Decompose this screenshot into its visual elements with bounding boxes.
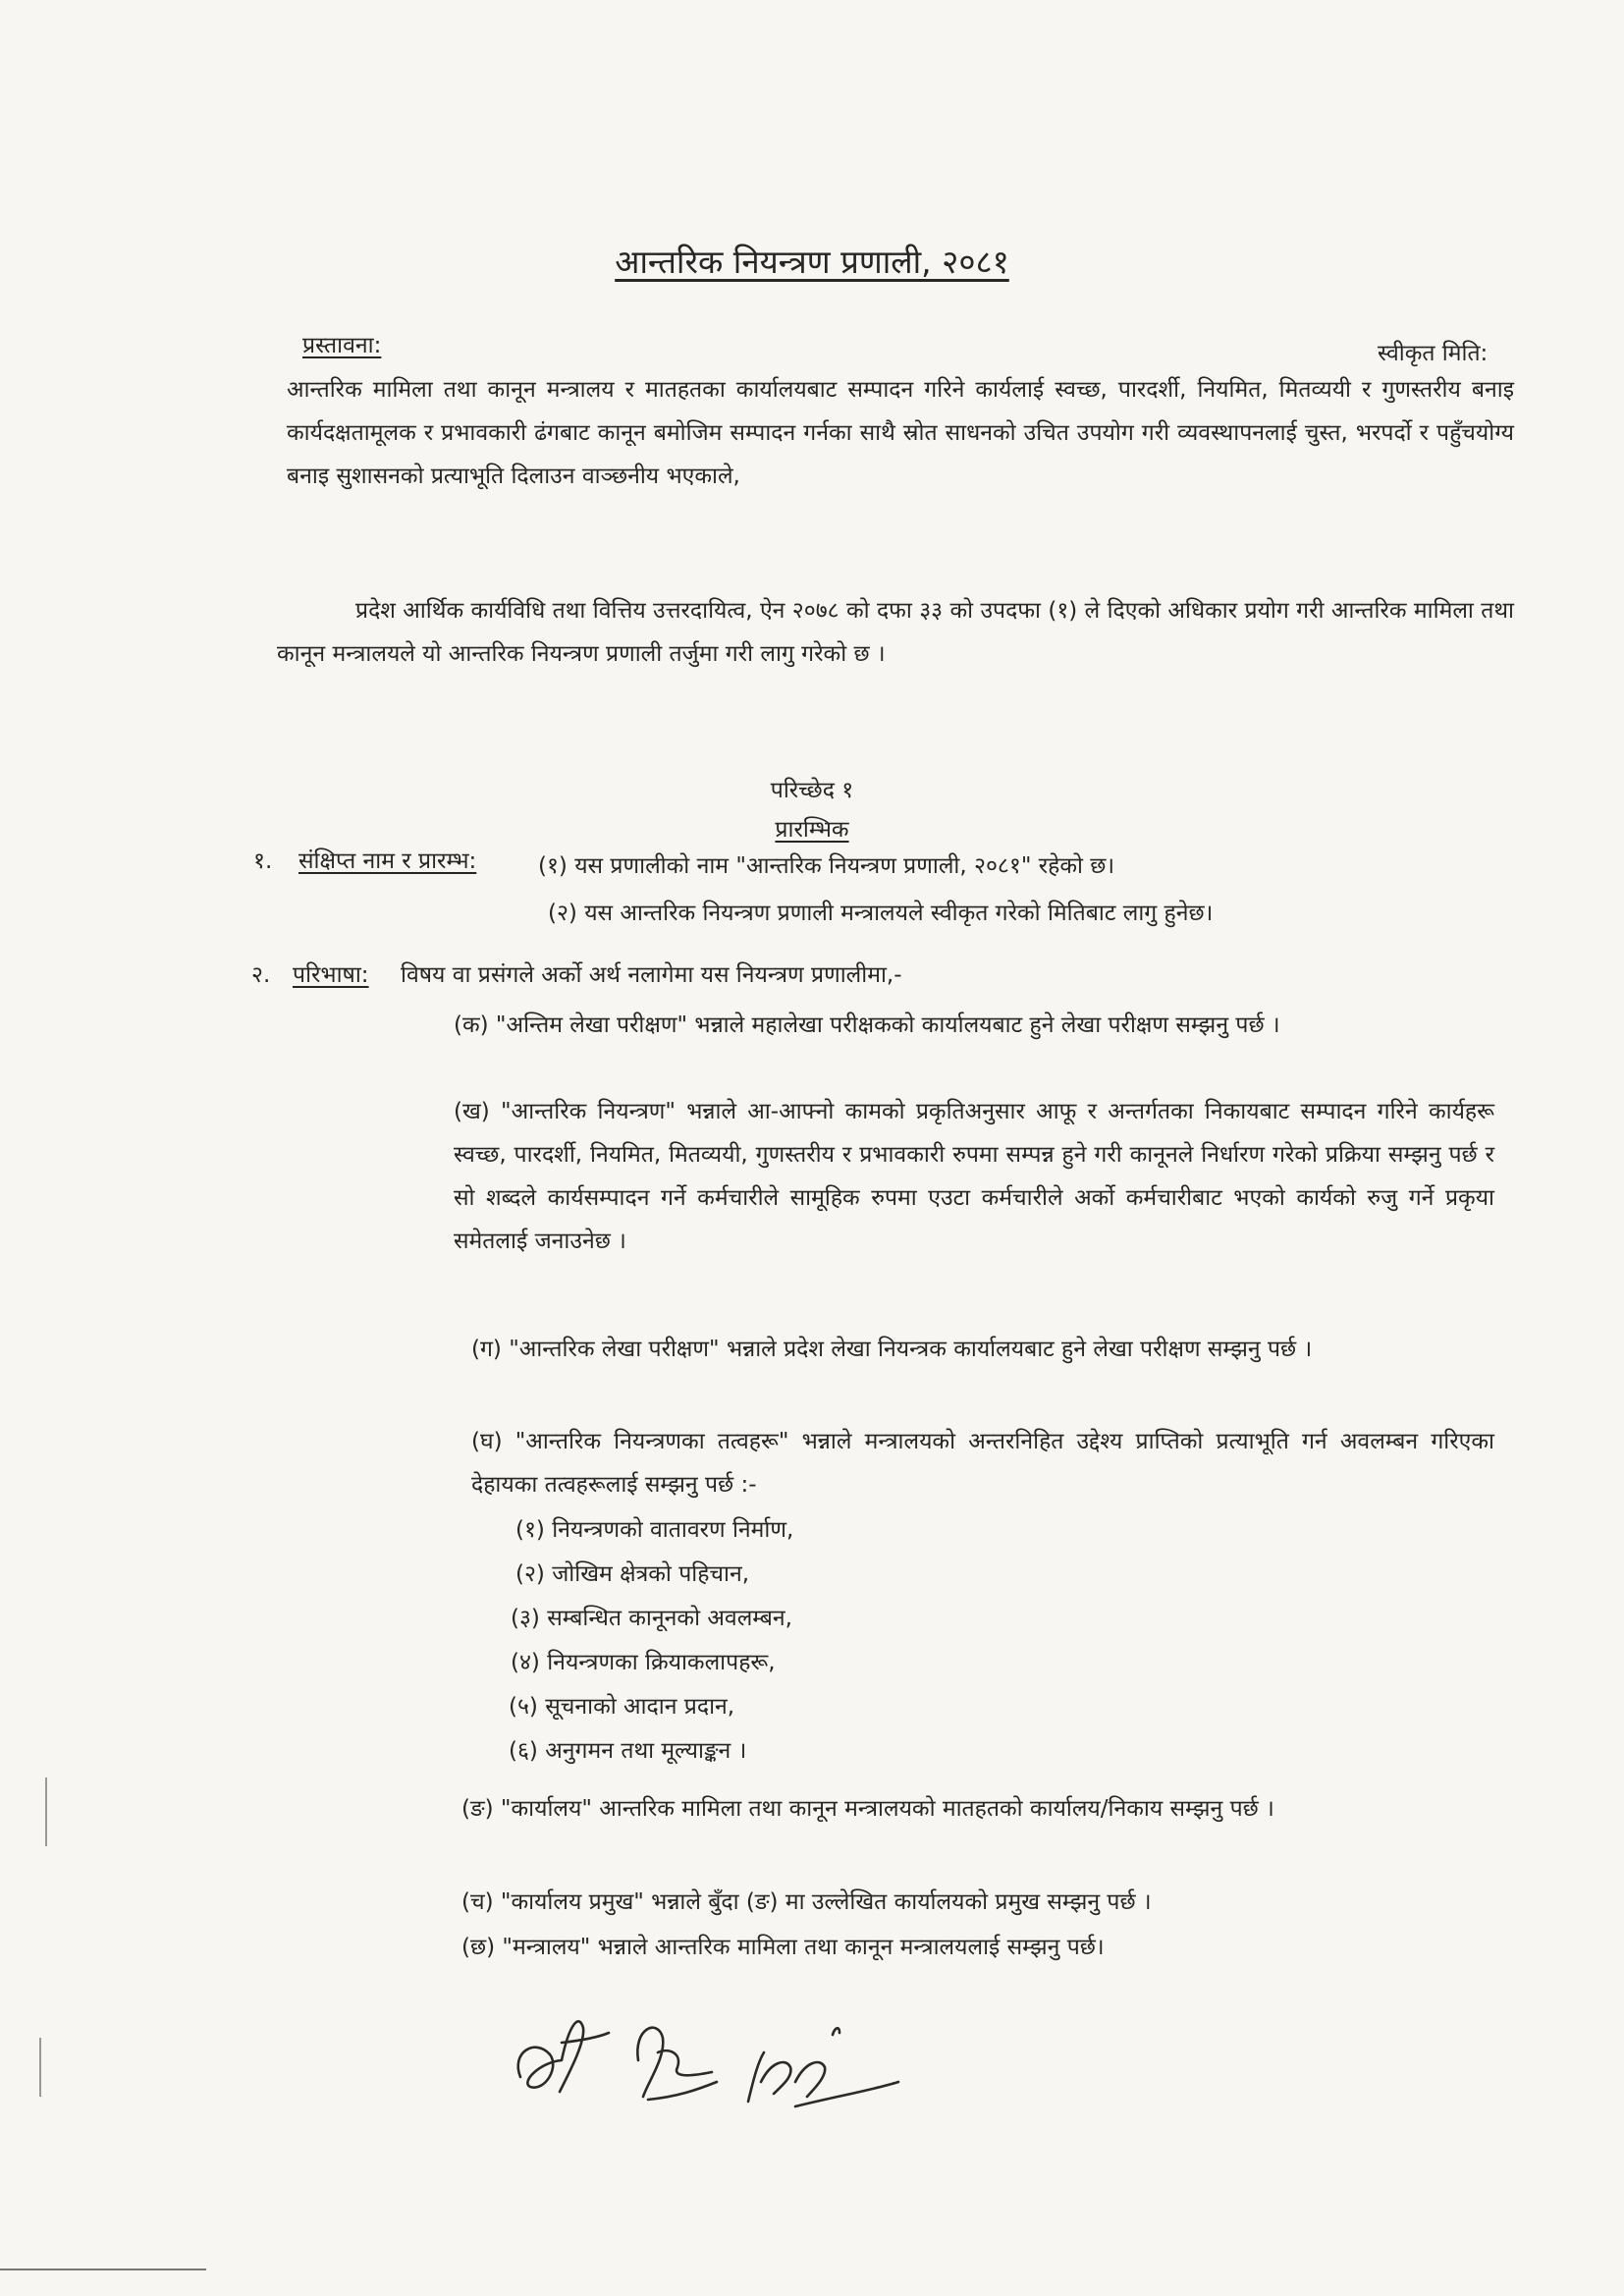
definition-ka: (क) "अन्तिम लेखा परीक्षण" भन्नाले महालेखा परीक्षकको कार्यालयबाट हुने लेखा परीक्षण सम्झनु पर्छ । [454,1012,1280,1038]
signature-3 [748,2028,898,2106]
signatures [501,1984,913,2131]
scan-bottom-line [0,2269,206,2270]
section2-intro: विषय वा प्रसंगले अर्को अर्थ नलागेमा यस नियन्त्रण प्रणालीमा,- [401,962,902,988]
definition-nga: (ङ) "कार्यालय" आन्तरिक मामिला तथा कानून मन्त्रालयको मातहतको कार्यालय/निकाय सम्झनु पर्छ । [461,1796,1274,1822]
definition-cha: (च) "कार्यालय प्रमुख" भन्नाले बुँदा (ङ) मा उल्लेखित कार्यालयको प्रमुख सम्झनु पर्छ । [461,1889,1152,1915]
section1-number: १. [253,848,273,874]
element-item: (१) नियन्त्रणको वातावरण निर्माण, [515,1517,794,1543]
section1-clause2: (२) यस आन्तरिक नियन्त्रण प्रणाली मन्त्रालयले स्वीकृत गरेको मितिबाट लागु हुनेछ। [548,901,1214,926]
scan-mark [39,2038,41,2097]
element-item: (६) अनुगमन तथा मूल्याङ्कन । [509,1738,747,1764]
preamble-text: आन्तरिक मामिला तथा कानून मन्त्रालय र मातहतका कार्यालयबाट सम्पादन गरिने कार्यलाई स्वच्छ, पारदर्शी, नियमित, मितव्ययी र गुणस्तरीय बनाइ कार्यदक्षतामूलक र प्रभावकारी ढंगबाट कानून बमोजिम सम्पादन गर्नका साथै स्रोत साधनको उचित उपयोग गरी व्यवस्थापनलाई चुस्त, भरपर्दो र पहुँचयोग्य बनाइ सुशासनको प्रत्याभूति दिलाउन वाञ्छनीय भएकाले, [287,377,1514,489]
chapter-number: परिच्छेद १ [770,778,854,803]
section2-number: २. [251,962,271,988]
element-item: (४) नियन्त्रणका क्रियाकलापहरू, [511,1650,776,1675]
element-item: (५) सूचनाको आदान प्रदान, [509,1694,735,1720]
signature-1 [518,2021,609,2092]
chapter-name [0,815,1624,845]
definition-gha: (घ) "आन्तरिक नियन्त्रणका तत्वहरू" भन्नाले मन्त्रालयको अन्तरनिहित उद्देश्य प्राप्तिको प्रत्याभूति गर्न अवलम्बन गरिएका देहायका तत्वहरूलाई सम्झनु पर्छ :- [471,1429,1494,1498]
enactment-text: प्रदेश आर्थिक कार्यविधि तथा वित्तिय उत्तरदायित्व, ऐन २०७८ को दफा ३३ को उपदफा (१) ले दिएको अधिकार प्रयोग गरी आन्तरिक मामिला तथा कानून मन्त्रालयले यो आन्तरिक नियन्त्रण प्रणाली तर्जुमा गरी लागु गरेको छ । [277,598,1514,667]
preamble-label: प्रस्तावना: [302,333,382,358]
scan-mark [45,1777,47,1846]
definition-ga: (ग) "आन्तरिक लेखा परीक्षण" भन्नाले प्रदेश लेखा नियन्त्रक कार्यालयबाट हुने लेखा परीक्षण सम्झनु पर्छ । [471,1337,1313,1362]
section2-heading: परिभाषा: [293,962,369,988]
definition-chha: (छ) "मन्त्रालय" भन्नाले आन्तरिक मामिला तथा कानून मन्त्रालयलाई सम्झनु पर्छ। [461,1935,1105,1960]
element-item: (२) जोखिम क्षेत्रको पहिचान, [515,1561,750,1587]
element-item: (३) सम्बन्धित कानूनको अवलम्बन, [511,1606,792,1631]
document-title: आन्तरिक नियन्त्रण प्रणाली, २०८१ [615,243,1009,281]
signature-2 [637,2028,717,2100]
section1-heading: संक्षिप्त नाम र प्रारम्भ: [298,848,477,874]
definition-kha: (ख) "आन्तरिक नियन्त्रण" भन्नाले आ-आफ्नो कामको प्रकृतिअनुसार आफू र अन्तर्गतका निकायबाट सम्पादन गरिने कार्यहरू स्वच्छ, पारदर्शी, नियमित, मितव्ययी, गुणस्तरीय र प्रभावकारी रुपमा सम्पन्न हुने गरी कानूनले निर्धारण गरेको प्रक्रिया सम्झनु पर्छ र सो शब्दले कार्यसम्पादन गर्ने कर्मचारीले सामूहिक रुपमा एउटा कर्मचारीले अर्को कर्मचारीबाट भएको कार्यको रुजु गर्ने प्रकृया समेतलाई जनाउनेछ । [454,1099,1494,1254]
section1-clause1: (१) यस प्रणालीको नाम "आन्तरिक नियन्त्रण प्रणाली, २०८१" रहेको छ। [538,853,1115,879]
approved-date-label: स्वीकृत मिति: [1378,341,1489,366]
chapter-name-text: प्रारम्भिक [775,817,849,843]
